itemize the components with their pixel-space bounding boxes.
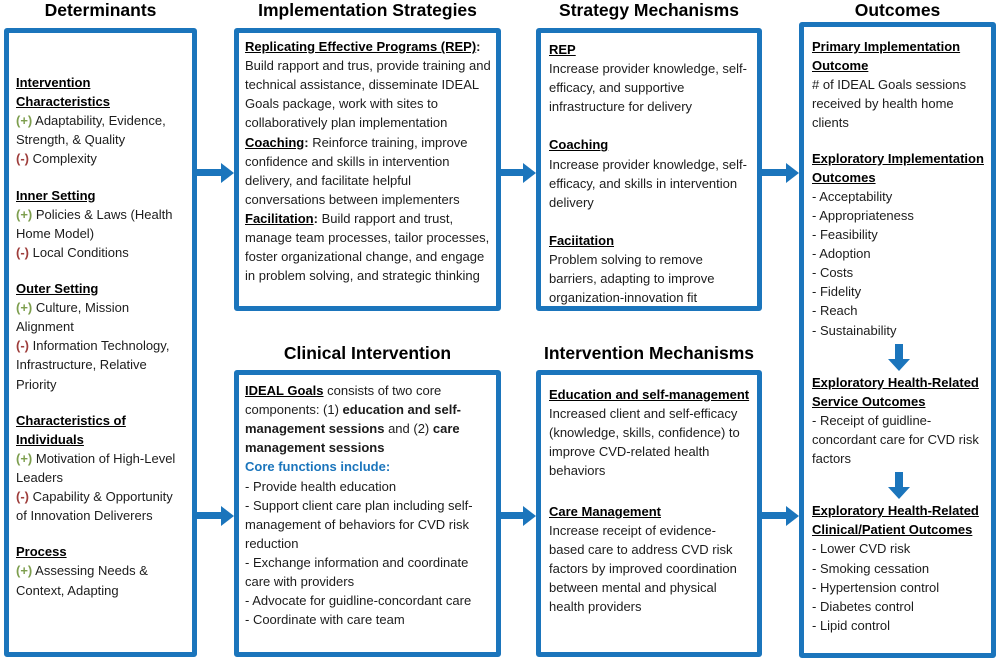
strategy-label: Facilitation [245,210,314,226]
minus-sign: (-) [16,244,29,260]
minus-sign: (-) [16,151,29,167]
determinant-item: (+) Policies & Laws (Health Home Model) [16,206,173,241]
clinical-intro: IDEAL Goals consists of two core components: (1) education and self-management sessions and (2) care management sessions [245,383,462,456]
mechanism-heading: Coaching [549,137,609,153]
determinant-item: (-) Capability & Opportunity of Innovation Deliverers [16,489,173,524]
implementation-strategies-box: Replicating Effective Programs (REP): Build rapport and trus, provide training and technical assistance, disseminate IDEAL Goals package, work with sites to collaboratively plan implementation Coaching: Reinforce training, improve confidence and skills in intervention delivery, and facilitate helpful conversations between implementers Facilitation: Build rapport and trust, manage team processes, tailor processes, foster organizational change, and engage in problem solving, and strategic thinking [234,28,501,311]
column-title-outcomes: Outcomes [854,0,941,20]
strategy-body: Reinforce training, improve confidence and skills in intervention delivery, and facilitate helpful conversations between implementers [245,134,468,207]
outcomes-heading: Exploratory Health-Related Clinical/Patient Outcomes [812,503,979,538]
mechanism-entry [549,40,751,116]
section-heading: Outer Setting [16,280,99,296]
determinants-section [16,186,186,262]
clinical-intervention-box [234,370,501,657]
determinant-item: (-) Information Technology, Infrastructure, Relative Priority [16,338,170,392]
outcomes-item: - Hypertension control [812,579,940,595]
column-title-intervention-mechanisms: Intervention Mechanisms [543,343,755,363]
outcomes-item: - Reach [812,303,858,319]
outcomes-heading: Exploratory Implementation Outcomes [812,150,984,185]
clinical-bullet: - Support client care plan including self-management of behaviors for CVD risk reduction [245,497,473,551]
mechanism-entry [549,231,751,307]
arrow-right-icon [761,169,786,176]
section-heading: Inner Setting [16,187,96,203]
outcomes-item: - Lipid control [812,617,891,633]
section-heading: Intervention Characteristics [16,75,110,110]
outcomes-item: - Acceptability [812,188,893,204]
plus-sign: (+) [16,300,33,316]
outcomes-item: - Adoption [812,246,871,262]
minus-sign: (-) [16,338,29,354]
outcomes-item: - Costs [812,265,854,281]
determinants-section [16,73,186,169]
mechanism-body: Increase receipt of evidence-based care to address CVD risk factors by improved coordination between mental and physical health providers [549,522,737,615]
column-title-implementation-strategies: Implementation Strategies [258,0,477,20]
plus-sign: (+) [16,206,33,222]
plus-sign: (+) [16,563,33,579]
determinants-section [16,411,186,526]
strategy-body: Build rapport and trust, manage team processes, tailor processes, foster organizational change, and engage in problem solving, and strategic thinking [245,210,490,284]
mechanism-body: Problem solving to remove barriers, adapting to improve organization-innovation fit [549,251,715,306]
outcomes-heading: Primary Implementation Outcome [812,39,961,74]
arrow-down-icon [895,472,903,487]
mechanism-heading: Care Management [549,503,661,519]
determinant-item: (-) Local Conditions [16,244,129,260]
outcomes-item: - Sustainability [812,322,897,338]
column-title-strategy-mechanisms: Strategy Mechanisms [559,0,739,20]
determinant-item: (+) Adaptability, Evidence, Strength, & Quality [16,113,166,148]
column-title-determinants: Determinants [44,0,157,20]
outcomes-box [799,22,996,658]
outcomes-item: - Fidelity [812,284,862,300]
mechanism-entry [549,385,751,481]
mechanism-heading: Education and self-management [549,387,750,402]
arrow-right-icon [500,169,523,176]
section-heading: Characteristics of Individuals [16,412,126,447]
strategy-body: Build rapport and trus, provide training and technical assistance, disseminate IDEAL Goals package, work with sites to collaboratively plan implementation [245,58,491,131]
determinants-section [16,279,186,394]
outcomes-item: - Smoking cessation [812,560,930,576]
mechanism-entry [549,135,751,211]
mechanism-body: Increased client and self-efficacy (knowledge, skills, confidence) to improve CVD-related health behaviors [549,406,740,479]
determinant-item: (+) Culture, Mission Alignment [16,300,130,335]
clinical-bullet: - Coordinate with care team [245,612,405,628]
mechanism-heading: Faciitation [549,232,615,248]
outcomes-section-clinical-patient [812,501,986,635]
strategy-label: Coaching [245,134,305,150]
determinants-section [16,542,186,599]
mechanism-entry [549,502,751,617]
section-heading: Process [16,544,67,560]
mechanism-body: Increase provider knowledge, self-efficacy, and supportive infrastructure for delivery [549,61,747,115]
clinical-bullet: - Provide health education [245,478,397,494]
outcomes-section-exploratory-implementation [812,149,986,340]
core-functions-label: Core functions include: [245,459,391,475]
strategy-mechanisms-box [536,28,762,311]
determinant-item: (+) Assessing Needs & Context, Adapting [16,563,148,598]
intervention-mechanisms-box [536,370,762,657]
outcomes-item: - Lower CVD risk [812,541,911,557]
clinical-bullet: - Advocate for guidline-concordant care [245,593,472,609]
arrow-right-icon [196,512,221,519]
outcomes-item: - Appropriateness [812,207,914,223]
mechanism-body: Increase provider knowledge, self-efficacy, and skills in intervention delivery [549,156,747,210]
determinant-item: (-) Complexity [16,151,97,167]
determinant-item: (+) Motivation of High-Level Leaders [16,450,176,485]
outcomes-section-service [812,373,986,469]
strategy-label: Replicating Effective Programs (REP) [245,39,477,54]
outcomes-item: - Diabetes control [812,598,914,614]
plus-sign: (+) [16,450,33,466]
column-title-clinical-intervention: Clinical Intervention [283,343,452,363]
outcomes-section-primary [812,37,986,133]
outcomes-body: # of IDEAL Goals sessions received by health home clients [812,77,967,131]
plus-sign: (+) [16,113,33,129]
clinical-bullet: - Exchange information and coordinate care with providers [245,554,469,590]
determinants-box [4,28,197,657]
arrow-right-icon [196,169,221,176]
arrow-right-icon [761,512,786,519]
arrow-right-icon [500,512,523,519]
mechanism-heading: REP [549,42,576,57]
outcomes-body: - Receipt of guidline-concordant care for CVD risk factors [812,412,979,467]
arrow-down-icon [895,344,903,359]
outcomes-item: - Feasibility [812,226,878,242]
minus-sign: (-) [16,489,29,505]
outcomes-heading: Exploratory Health-Related Service Outcomes [812,374,979,409]
